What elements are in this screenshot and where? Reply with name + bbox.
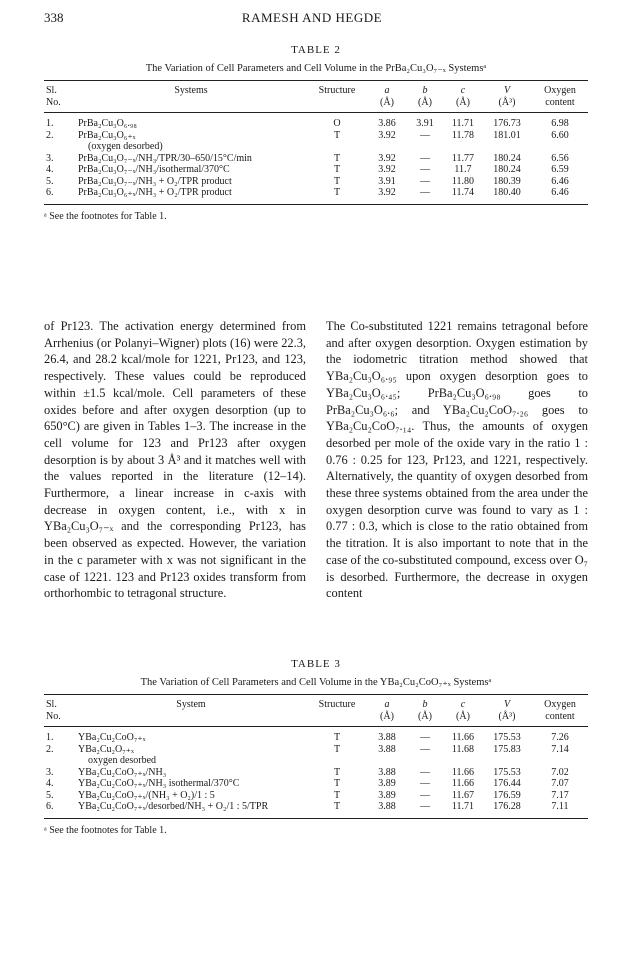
- table-cell: PrBa₂Cu₃O₇₋ₓ/NH₃/TPR/30–650/15°C/min: [78, 152, 252, 164]
- table-cell: PrBa₂Cu₃O₆.₉₈: [78, 118, 137, 129]
- table-cell: 4.: [46, 164, 54, 175]
- table-cell: 175.83: [493, 743, 521, 755]
- table-cell: 3.88: [378, 743, 396, 755]
- table-2-title: TABLE 2: [291, 44, 341, 56]
- col-sl: Sl. No.: [46, 85, 61, 108]
- table-cell: YBa₂Cu₂CoO₇₊ₓ/(NH₃ + O₂)/1 : 5: [78, 789, 215, 801]
- table-cell: 3.92: [378, 164, 396, 175]
- table-cell: 2.: [46, 129, 54, 141]
- table-cell: —: [420, 789, 430, 801]
- table-cell: PrBa₂Cu₃O₆₊ₓ (oxygen desorbed): [78, 129, 163, 152]
- table-cell: 180.40: [493, 187, 521, 198]
- running-head: RAMESH AND HEGDE: [241, 10, 383, 25]
- table-cell: PrBa₂Cu₃O₇₋ₓ/NH₃/isothermal/370°C: [78, 164, 230, 175]
- table-cell: 3.91: [378, 175, 396, 187]
- table-cell: O: [333, 118, 341, 129]
- table-cell: T: [333, 732, 341, 743]
- col-oxygen: Oxygen content: [544, 699, 576, 722]
- table-3-caption: The Variation of Cell Parameters and Cell Volume in the YBa₂Cu₂CoO₇₊ₓ Systemsᵃ: [140, 677, 492, 688]
- table-row: [44, 153, 588, 165]
- table-cell: T: [333, 778, 341, 789]
- table-cell: 11.7: [454, 164, 472, 175]
- page-number: 338: [44, 10, 64, 25]
- table-cell: 11.68: [451, 743, 475, 755]
- table-cell: 11.78: [451, 129, 475, 141]
- table-cell: 176.59: [493, 789, 521, 801]
- table-cell: 1.: [46, 732, 54, 743]
- table-cell: 11.77: [451, 152, 475, 164]
- body-column-right: The Co-substituted 1221 remains tetragonal before and after oxygen desorption. Oxygen estimation by the iodometric titration method showed that YBa₂Cu₃O₆.₉₅ upon oxygen desorption goes to YBa₂Cu₃O₆.₄₅; PrBa₂Cu₃O₆.₉₈ goes to PrBa₂Cu₃O₆.₆; and YBa₂Cu₂CoO₇.₂₆ goes to YBa₂Cu₂CoO₇.₁₄. Thus, the amounts of oxygen desorbed per mole of the oxide vary in the ratio 1 : 0.76 : 0.25 for 123, Pr123, and 1221, respectively. Alternatively, the quantity of oxygen desorbed from these three systems obtained from the area under the oxygen desorption curve was found to vary as 1 : 0.77 : 0.3, which is close to the ratio obtained from the titration. It is also important to note that in the case of the co-substituted compound, excess over O₇ is desorbed. Furthermore, the decrease in oxygen content: [326, 319, 588, 601]
- table-cell: —: [420, 164, 430, 175]
- table-cell: PrBa₂Cu₃O₆₊ₓ/NH₃ + O₂/TPR product: [78, 187, 232, 198]
- table-cell: 180.24: [493, 164, 521, 175]
- table-cell: PrBa₂Cu₃O₇₋ₓ/NH₃ + O₂/TPR product: [78, 175, 232, 187]
- col-v: V (Å³): [498, 699, 516, 722]
- table-cell: YBa₂Cu₂CoO₇₊ₓ/NH₃ isothermal/370°C: [78, 778, 240, 789]
- table-row: [44, 801, 588, 818]
- table-row: [44, 778, 588, 790]
- table-cell: 7.17: [551, 789, 569, 801]
- table-cell: 3.89: [378, 778, 396, 789]
- table-cell: —: [420, 801, 430, 812]
- table-cell: 6.60: [551, 129, 569, 141]
- col-systems: Systems: [174, 85, 208, 96]
- table-cell: 7.26: [551, 732, 569, 743]
- body-text: [44, 318, 588, 638]
- table-cell: 176.44: [493, 778, 521, 789]
- col-oxygen: Oxygen content: [544, 85, 576, 108]
- table-cell: 181.01: [493, 129, 521, 141]
- table-cell: 3.91: [416, 118, 434, 129]
- table-row: [44, 164, 588, 176]
- table-cell: 4.: [46, 778, 54, 789]
- table-cell: T: [333, 789, 341, 801]
- table-2-caption: The Variation of Cell Parameters and Cell Volume in the PrBa₂Cu₃O₇₋ₓ Systemsᵃ: [145, 63, 487, 74]
- table-cell: YBa₂Cu₂CoO₇₊ₓ/NH₃: [78, 766, 167, 778]
- col-c: c (Å): [456, 699, 470, 722]
- table-cell: T: [333, 152, 341, 164]
- table-cell: T: [333, 743, 341, 755]
- table-cell: 6.46: [551, 187, 569, 198]
- table-2-footnote: ᵃ See the footnotes for Table 1.: [44, 210, 167, 222]
- table-cell: 7.02: [551, 766, 569, 778]
- table-cell: 7.07: [551, 778, 569, 789]
- table-cell: 3.88: [378, 801, 396, 812]
- table-cell: 11.71: [451, 801, 475, 812]
- table-cell: 11.66: [451, 732, 475, 743]
- table-cell: —: [420, 743, 430, 755]
- table-row: [44, 130, 588, 153]
- table-cell: YBa₂Cu₂O₇₊ₓ oxygen desorbed: [78, 743, 157, 766]
- table-cell: —: [420, 152, 430, 164]
- col-b: b (Å): [418, 85, 432, 108]
- col-sl: Sl. No.: [46, 699, 61, 722]
- table-row: [44, 187, 588, 204]
- table-cell: —: [420, 187, 430, 198]
- table-cell: T: [333, 129, 341, 141]
- table-cell: —: [420, 175, 430, 187]
- table-cell: T: [333, 766, 341, 778]
- col-c: c (Å): [456, 85, 470, 108]
- table-cell: YBa₂Cu₂CoO₇₊ₓ: [78, 732, 146, 743]
- table-cell: YBa₂Cu₂CoO₇₊ₓ/desorbed/NH₃ + O₂/1 : 5/TPR: [78, 801, 269, 812]
- table-cell: 6.: [46, 801, 54, 812]
- table-cell: 176.73: [493, 118, 521, 129]
- table-cell: —: [420, 778, 430, 789]
- table-cell: 175.53: [493, 732, 521, 743]
- table-cell: —: [420, 129, 430, 141]
- table-cell: 3.92: [378, 187, 396, 198]
- col-a: a (Å): [380, 85, 394, 108]
- table-cell: 180.39: [493, 175, 521, 187]
- table-cell: 7.14: [551, 743, 569, 755]
- table-cell: 3.: [46, 152, 54, 164]
- table-cell: 11.66: [451, 778, 475, 789]
- table-row: [44, 744, 588, 767]
- table-row: [44, 790, 588, 802]
- table-cell: 5.: [46, 789, 54, 801]
- table-cell: 3.89: [378, 789, 396, 801]
- table-cell: 5.: [46, 175, 54, 187]
- table-cell: T: [333, 175, 341, 187]
- table-cell: T: [333, 801, 341, 812]
- page-header: [44, 10, 580, 30]
- table-cell: 11.67: [451, 789, 475, 801]
- table-3-title: TABLE 3: [291, 658, 341, 670]
- table-cell: —: [420, 766, 430, 778]
- table-2-header-row: [44, 81, 588, 113]
- table-3-grid: [44, 694, 588, 819]
- table-cell: 11.80: [451, 175, 475, 187]
- table-row: [44, 727, 588, 744]
- table-row: [44, 767, 588, 779]
- col-system: System: [176, 699, 206, 710]
- table-2: [44, 44, 588, 222]
- table-cell: 180.24: [493, 152, 521, 164]
- table-cell: 176.28: [493, 801, 521, 812]
- table-cell: T: [333, 164, 341, 175]
- table-cell: 175.53: [493, 766, 521, 778]
- table-2-grid: [44, 80, 588, 205]
- table-row: [44, 176, 588, 188]
- table-cell: 3.92: [378, 129, 396, 141]
- table-cell: 6.: [46, 187, 54, 198]
- col-structure: Structure: [318, 85, 356, 96]
- table-cell: 3.: [46, 766, 54, 778]
- table-cell: 6.59: [551, 164, 569, 175]
- col-b: b (Å): [418, 699, 432, 722]
- table-cell: 6.46: [551, 175, 569, 187]
- table-cell: 3.86: [378, 118, 396, 129]
- table-cell: 2.: [46, 743, 54, 755]
- table-cell: 1.: [46, 118, 54, 129]
- table-cell: 11.74: [451, 187, 475, 198]
- table-cell: 11.66: [451, 766, 475, 778]
- table-row: [44, 113, 588, 130]
- table-cell: 6.98: [551, 118, 569, 129]
- table-3-header-row: [44, 695, 588, 727]
- col-a: a (Å): [380, 699, 394, 722]
- table-cell: 3.88: [378, 732, 396, 743]
- col-structure: Structure: [318, 699, 356, 710]
- table-cell: T: [333, 187, 341, 198]
- table-cell: 6.56: [551, 152, 569, 164]
- table-cell: 11.71: [451, 118, 475, 129]
- table-cell: 7.11: [551, 801, 569, 812]
- table-3: [44, 658, 588, 836]
- body-column-left: of Pr123. The activation energy determined from Arrhenius (or Polanyi–Wigner) plots (16) were 22.3, 26.4, and 28.2 kcal/mole for 1221, Pr123, and 123, respectively. These values could be reproduced within ±1.5 kcal/mole. Cell parameters of these oxides before and after oxygen desorption (up to 650°C) are given in Tables 1–3. The increase in the cell volume for 123 and Pr123 after oxygen desorption is by about 3 Å³ and it matches well with the values reported in the literature (12–14). Furthermore, a linear increase in c-axis with decrease in oxygen content, i.e., with x in YBa₂Cu₃O₇₋ₓ and the corresponding Pr123, has been observed as expected. However, the variation in the c parameter with x was not significant in the case of 1221. 123 and Pr123 oxides transform from orthorhombic to tetragonal structure.: [44, 319, 306, 601]
- col-v: V (Å³): [498, 85, 516, 108]
- table-cell: 3.88: [378, 766, 396, 778]
- table-cell: 3.92: [378, 152, 396, 164]
- table-cell: —: [420, 732, 430, 743]
- table-3-footnote: ᵃ See the footnotes for Table 1.: [44, 824, 167, 836]
